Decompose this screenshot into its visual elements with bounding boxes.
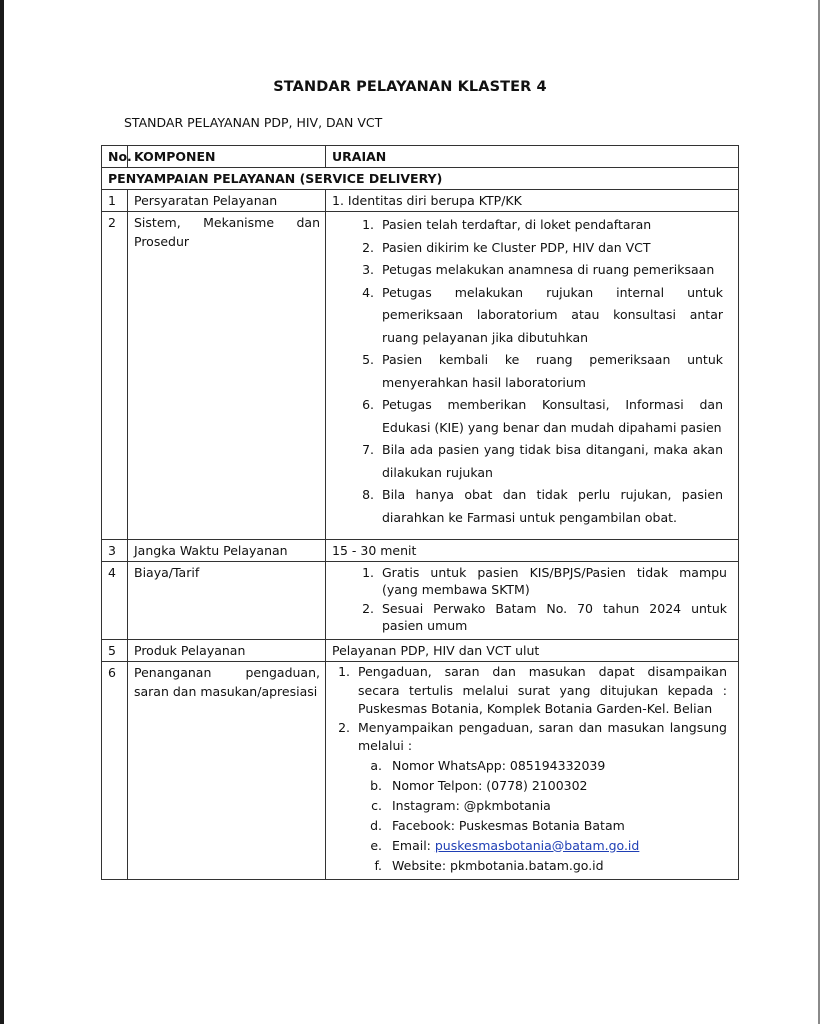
row-komponen: Biaya/Tarif [128,562,326,640]
table-row [102,540,739,562]
list-item: 7. Bila ada pasien yang tidak bisa ditangani, maka akan dilakukan rujukan [378,439,723,484]
row-komponen: Penanganan pengaduan, saran dan masukan/apresiasi [128,662,326,880]
header-no: No. [102,146,128,168]
contact-website: f. Website: pkmbotania.batam.go.id [386,856,727,876]
list-item: 6. Petugas memberikan Konsultasi, Informasi dan Edukasi (KIE) yang benar dan mudah dipahami pasien [378,394,723,439]
procedure-list [332,214,733,529]
row-uraian [326,662,739,880]
list-item: 8. Bila hanya obat dan tidak perlu rujukan, pasien diarahkan ke Farmasi untuk pengambilan obat. [378,484,723,529]
contact-facebook: d. Facebook: Puskesmas Botania Batam [386,816,727,836]
table-row [102,190,739,212]
row-no: 1 [102,190,128,212]
table-row [102,662,739,880]
list-item: 1. Pasien telah terdaftar, di loket pendaftaran [378,214,723,237]
row-uraian [326,562,739,640]
row-no: 2 [102,212,128,540]
list-item: 1. Pengaduan, saran dan masukan dapat disampaikan secara tertulis melalui surat yang ditujukan kepada : Puskesmas Botania, Komplek Botania Garden-Kel. Belian [354,663,727,719]
list-item: 1. Gratis untuk pasien KIS/BPJS/Pasien tidak mampu (yang membawa SKTM) [378,565,727,598]
table-row [102,212,739,540]
header-komponen: KOMPONEN [128,146,326,168]
list-item [354,719,727,878]
row-no: 6 [102,662,128,880]
row-uraian: 1. Identitas diri berupa KTP/KK [326,190,739,212]
page-subtitle: STANDAR PELAYANAN PDP, HIV, DAN VCT [124,115,383,130]
list-item-text: Menyampaikan pengaduan, saran dan masukan langsung melalui : [358,719,727,753]
page-frame-left [0,0,4,1024]
section-title: PENYAMPAIAN PELAYANAN (SERVICE DELIVERY) [102,168,739,190]
contact-whatsapp: a. Nomor WhatsApp: 085194332039 [386,756,727,776]
list-item: 3. Petugas melakukan anamnesa di ruang pemeriksaan [378,259,723,282]
service-standard-table [101,145,739,880]
list-item: 4. Petugas melakukan rujukan internal untuk pemeriksaan laboratorium atau konsultasi antar ruang pelayanan jika dibutuhkan [378,282,723,350]
email-link[interactable]: puskesmasbotania@batam.go.id [434,837,640,853]
contact-telpon: b. Nomor Telpon: (0778) 2100302 [386,776,727,796]
row-komponen: Produk Pelayanan [128,640,326,662]
contact-list [358,756,727,878]
row-uraian: Pelayanan PDP, HIV dan VCT ulut [326,640,739,662]
row-no: 4 [102,562,128,640]
row-komponen: Sistem, Mekanisme dan Prosedur [128,212,326,540]
contact-instagram: c. Instagram: @pkmbotania [386,796,727,816]
page-title: STANDAR PELAYANAN KLASTER 4 [273,79,547,95]
row-no: 5 [102,640,128,662]
table-header-row [102,146,739,168]
complaint-list [332,663,733,878]
row-komponen: Persyaratan Pelayanan [128,190,326,212]
list-item: 2. Sesuai Perwako Batam No. 70 tahun 2024 untuk pasien umum [378,601,727,634]
row-no: 3 [102,540,128,562]
email-label: Email: [392,837,435,853]
row-komponen: Jangka Waktu Pelayanan [128,540,326,562]
header-uraian: URAIAN [326,146,739,168]
tariff-list [332,565,733,634]
table-row [102,640,739,662]
row-uraian: 15 - 30 menit [326,540,739,562]
list-item: 5. Pasien kembali ke ruang pemeriksaan untuk menyerahkan hasil laboratorium [378,349,723,394]
section-row [102,168,739,190]
contact-email [386,836,727,856]
list-item: 2. Pasien dikirim ke Cluster PDP, HIV dan VCT [378,237,723,260]
table-row [102,562,739,640]
row-uraian [326,212,739,540]
